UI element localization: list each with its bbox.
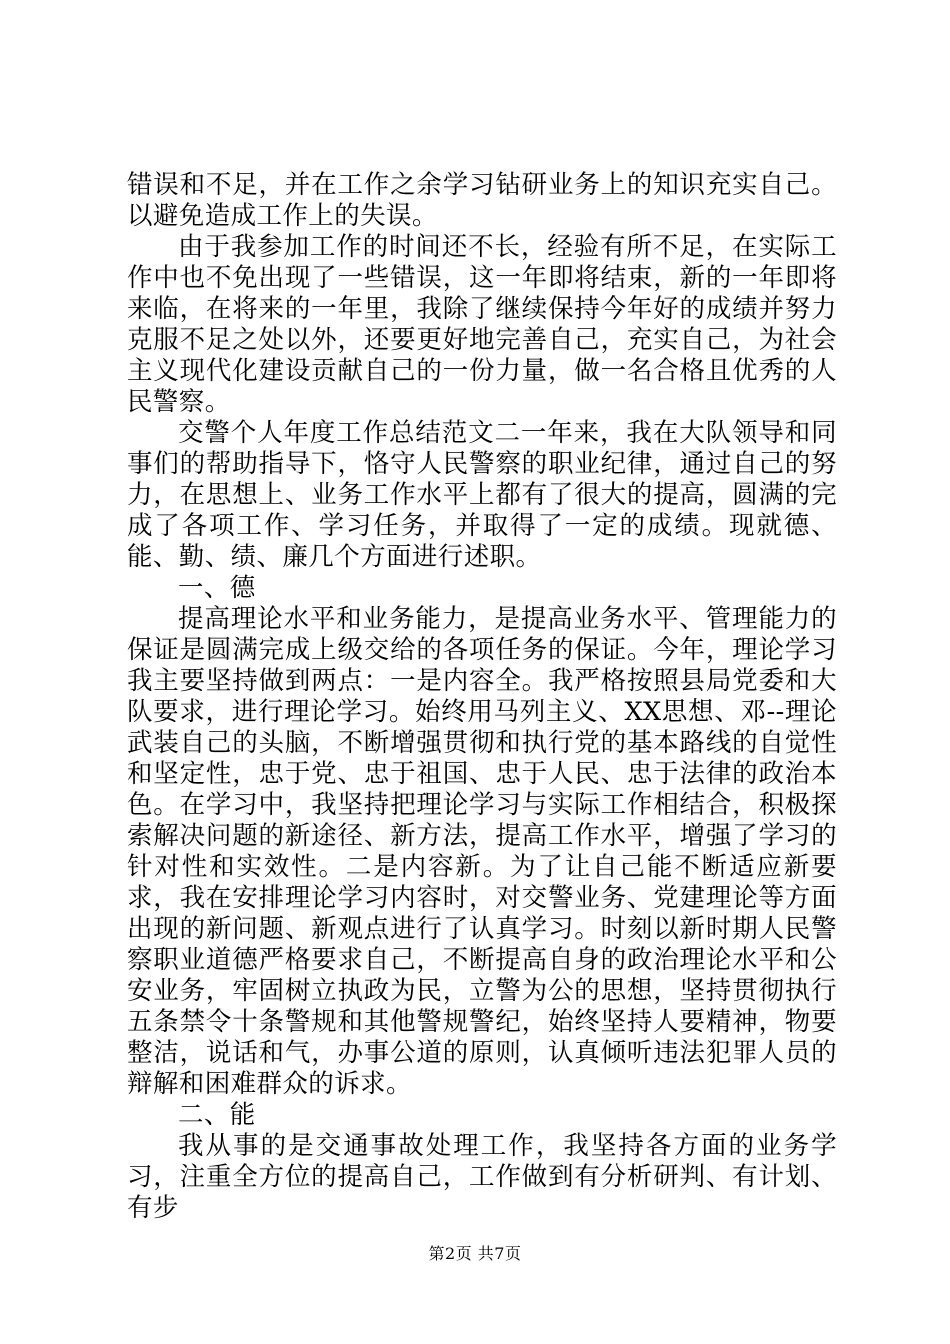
paragraph: 交警个人年度工作总结范文二一年来，我在大队领导和同事们的帮助指导下，恪守人民警察的职业纪律，通过自己的努力，在思想上、业务工作水平上都有了很大的提高，圆满的完成了各项工作、学习任务，并取得了一定的成绩。现就德、能、勤、绩、廉几个方面进行述职。 <box>127 418 837 572</box>
section-heading-neng: 二、能 <box>178 1100 256 1130</box>
paragraph: 我从事的是交通事故处理工作，我坚持各方面的业务学习，注重全方位的提高自己，工作做到有分析研判、有计划、有步 <box>127 1131 837 1223</box>
paragraph: 由于我参加工作的时间还不长，经验有所不足，在实际工作中也不免出现了一些错误，这一年即将结束，新的一年即将来临，在将来的一年里，我除了继续保持今年好的成绩并努力克服不足之处以外，还要更好地完善自己，充实自己，为社会主义现代化建设贡献自己的一份力量，做一名合格且优秀的人民警察。 <box>127 232 837 417</box>
document-body <box>127 170 837 1224</box>
paragraph-continued: 错误和不足，并在工作之余学习钻研业务上的知识充实自己。以避免造成工作上的失误。 <box>127 170 837 231</box>
section-heading-de: 一、德 <box>178 573 256 603</box>
page-footer: 第2页 共7页 <box>428 1244 522 1263</box>
paragraph: 提高理论水平和业务能力，是提高业务水平、管理能力的保证是圆满完成上级交给的各项任务的保证。今年，理论学习我主要坚持做到两点：一是内容全。我严格按照县局党委和大队要求，进行理论学习。始终用马列主义、XX思想、邓--理论武装自己的头脑，不断增强贯彻和执行党的基本路线的自觉性和坚定性，忠于党、忠于祖国、忠于人民、忠于法律的政治本色。在学习中，我坚持把理论学习与实际工作相结合，积极探索解决问题的新途径、新方法，提高工作水平，增强了学习的针对性和实效性。二是内容新。为了让自己能不断适应新要求，我在安排理论学习内容时，对交警业务、党建理论等方面出现的新问题、新观点进行了认真学习。时刻以新时期人民警察职业道德严格要求自己，不断提高自身的政治理论水平和公安业务，牢固树立执政为民，立警为公的思想，坚持贯彻执行五条禁令十条警规和其他警规警纪，始终坚持人要精神，物要整洁，说话和气，办事公道的原则，认真倾听违法犯罪人员的辩解和困难群众的诉求。 <box>127 604 837 1099</box>
